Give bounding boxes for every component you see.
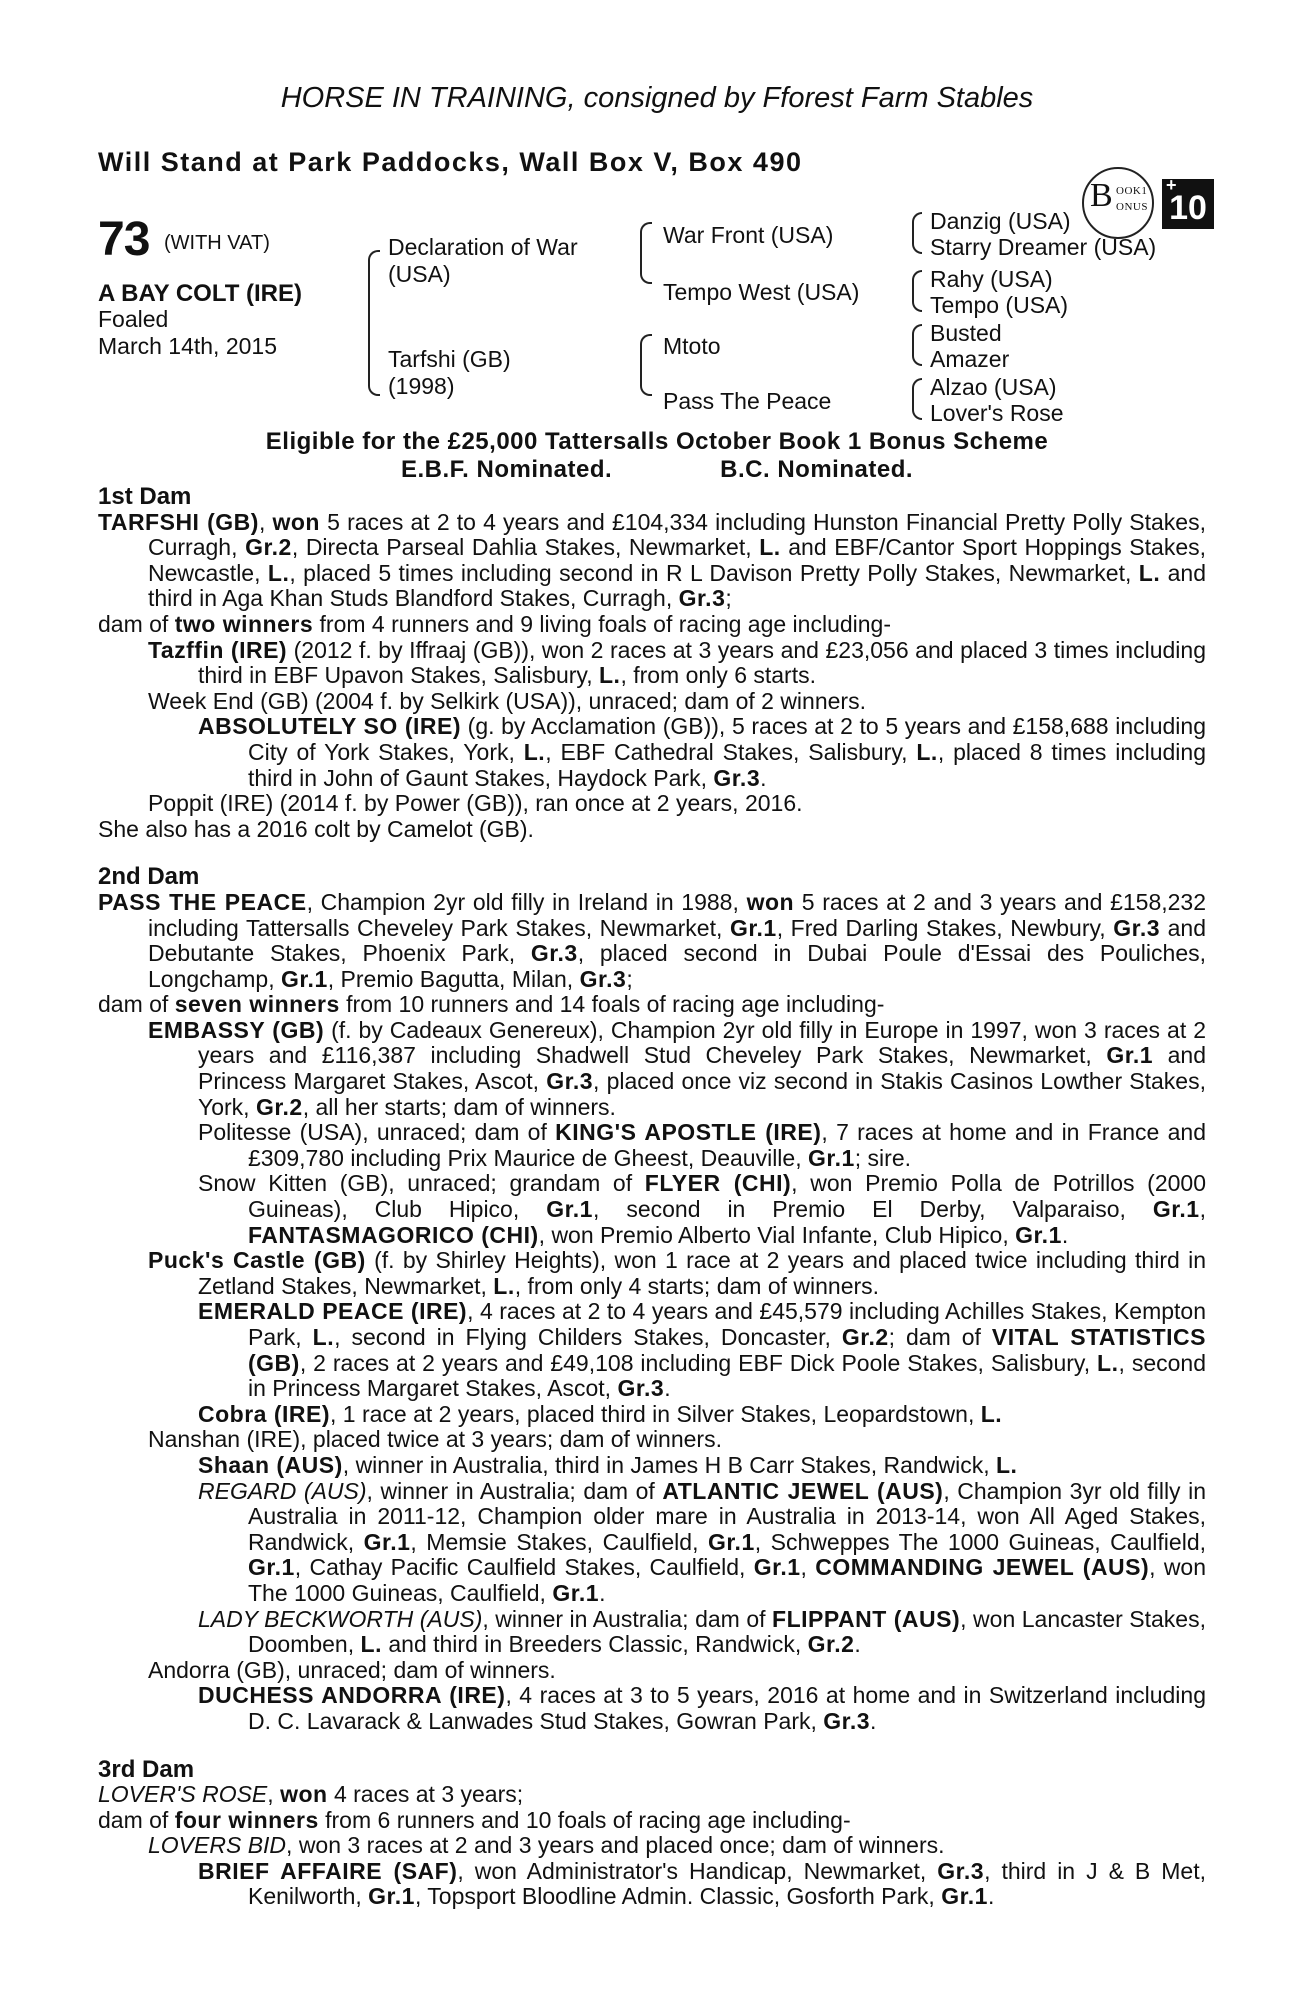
pedigree-g3-6: Amazer <box>930 346 1010 372</box>
emphasis-run: FLIPPANT (AUS) <box>772 1605 961 1632</box>
emphasis-run: ATLANTIC JEWEL (AUS) <box>662 1477 944 1504</box>
page-title: HORSE IN TRAINING, consigned by Fforest Farm Stables <box>280 82 1034 114</box>
bonus-logo-bottom: ONUS <box>1116 201 1148 213</box>
emphasis-run: COMMANDING JEWEL (AUS) <box>815 1554 1150 1581</box>
pedigree-paragraph <box>98 1859 1206 1910</box>
ebf-nominated: E.B.F. Nominated. <box>400 456 613 483</box>
emphasis-run: Gr.2 <box>255 1093 303 1120</box>
text-run: , 1 race at 2 years, placed third in Silver Stakes, Leopardstown, <box>330 1400 981 1427</box>
text-run: . <box>760 764 767 791</box>
emphasis-run: four winners <box>174 1806 319 1833</box>
pedigree-paragraph <box>98 638 1206 689</box>
book1-bonus-logo <box>1082 167 1230 227</box>
text-run: , from only 6 starts. <box>620 662 816 689</box>
text-run: and Debutante Stakes, Phoenix Park, <box>148 914 1206 967</box>
nominations <box>0 456 1314 484</box>
pedigree-sire-sire: War Front (USA) <box>663 222 834 248</box>
text-run: , Schweppes The 1000 Guineas, Caulfield, <box>754 1528 1206 1555</box>
pedigree-paragraph <box>98 1808 1206 1834</box>
text-run: , placed 8 times including third in John of Gaunt Stakes, Haydock Park, <box>248 738 1206 791</box>
text-run: (f. by Shirley Heights), won 1 race at 2 years and placed twice including third in Zetland Stakes, Newmarket, <box>198 1247 1206 1299</box>
text-run: , winner in Australia; dam of <box>482 1605 773 1632</box>
emphasis-run: Gr.3 <box>1113 914 1161 941</box>
pedigree-paragraph <box>98 1427 1206 1453</box>
pedigree-paragraph <box>98 791 1206 817</box>
emphasis-run: LOVER'S ROSE <box>98 1781 268 1808</box>
pedigree-dam-dam: Pass The Peace <box>663 388 832 414</box>
emphasis-run: Gr.1 <box>753 1554 801 1581</box>
text-run: ; <box>626 965 633 992</box>
catalogue-body <box>98 484 1206 1910</box>
pedigree-sire-line2: (USA) <box>388 261 451 287</box>
emphasis-run: Gr.1 <box>546 1196 593 1223</box>
text-run: , placed second in Dubai Poule d'Essai des Pouliches, Longchamp, <box>148 940 1207 992</box>
text-run: . <box>1061 1221 1069 1248</box>
text-run: ; <box>725 585 732 612</box>
emphasis-run: LADY BECKWORTH (AUS) <box>198 1605 483 1632</box>
emphasis-run: BRIEF AFFAIRE (SAF) <box>198 1857 458 1884</box>
text-run: , won Premio Polla de Potrillos (2000 Guineas), Club Hipico, <box>248 1170 1206 1223</box>
emphasis-run: Gr.1 <box>1106 1042 1154 1069</box>
section-heading: 2nd Dam <box>98 863 200 891</box>
text-run: , Cathay Pacific Caulfield Stakes, Caulfield, <box>294 1554 754 1581</box>
dam-parents-bracket <box>640 334 652 396</box>
emphasis-run: Gr.3 <box>579 965 627 992</box>
emphasis-run: Tazffin (IRE) <box>148 636 288 663</box>
text-run: . <box>987 1883 995 1910</box>
emphasis-run: Gr.1 <box>707 1528 755 1555</box>
text-run: , won 3 races at 2 and 3 years and placed once; dam of winners. <box>286 1832 945 1859</box>
pedigree-paragraph <box>98 1479 1206 1607</box>
emphasis-run: L. <box>523 738 546 765</box>
emphasis-run: L. <box>759 534 781 561</box>
emphasis-run: L. <box>493 1272 515 1299</box>
pedigree-g3-8: Lover's Rose <box>930 400 1064 426</box>
text-run: , second in Premio El Derby, Valparaiso, <box>592 1196 1153 1223</box>
pedigree-paragraph <box>98 689 1206 715</box>
emphasis-run: Gr.2 <box>841 1324 889 1350</box>
text-run: She also has a 2016 colt by Camelot (GB). <box>98 815 534 842</box>
text-run: 5 races at 2 and 3 years and £158,232 including Tattersalls Cheveley Park Stakes, Newmarket, <box>148 888 1207 941</box>
text-run: dam of <box>98 991 175 1018</box>
pedigree-paragraph <box>98 1833 1206 1859</box>
bonus-logo-top: OOK1 <box>1116 185 1148 197</box>
emphasis-run: Gr.1 <box>552 1579 600 1606</box>
text-run: , Champion 3yr old filly in Australia in 2011-12, Champion older mare in Australia in 2013-14, won All Aged Stakes, Randwick, <box>248 1477 1206 1555</box>
text-run: , <box>1199 1196 1206 1223</box>
stand-location: Will Stand at Park Paddocks, Wall Box V, Box 490 <box>98 147 803 177</box>
emphasis-run: Gr.1 <box>280 965 328 992</box>
bonus-ten-text: 10 <box>1169 189 1207 227</box>
text-run: . <box>854 1631 861 1658</box>
text-run: , <box>267 1781 281 1808</box>
text-run: , winner in Australia; dam of <box>366 1477 663 1504</box>
text-run: and third in Aga Khan Studs Blandford Stakes, Curragh, <box>148 559 1207 612</box>
text-run: , won Premio Alberto Vial Infante, Club Hipico, <box>538 1221 1016 1248</box>
emphasis-run: Puck's Castle (GB) <box>148 1247 366 1274</box>
emphasis-run: Gr.1 <box>729 914 777 941</box>
pedigree-g3-2: Starry Dreamer (USA) <box>930 234 1157 260</box>
emphasis-run: L. <box>312 1324 335 1350</box>
text-run: (2012 f. by Iffraaj (GB)), won 2 races at 3 years and £23,056 and placed 3 times including third in EBF Upavon Stakes, Salisbury, <box>198 636 1206 689</box>
text-run: , Premio Bagutta, Milan, <box>327 965 580 992</box>
text-run: Week End (GB) (2004 f. by Selkirk (USA)), unraced; dam of 2 winners. <box>148 687 866 714</box>
emphasis-run: L. <box>1097 1349 1119 1376</box>
emphasis-run: KING'S APOSTLE (IRE) <box>555 1119 822 1146</box>
emphasis-run: Gr.1 <box>941 1883 988 1910</box>
pedigree-paragraph <box>98 1171 1206 1248</box>
pedigree-sire-line1: Declaration of War <box>388 234 578 260</box>
pedigree-paragraph <box>98 714 1206 791</box>
emphasis-run: EMBASSY (GB) <box>148 1016 325 1043</box>
text-run: , Fred Darling Stakes, Newbury, <box>776 914 1114 941</box>
text-run: from 6 runners and 10 foals of racing age including- <box>318 1806 851 1833</box>
text-run: , won The 1000 Guineas, Caulfield, <box>248 1554 1207 1606</box>
pedigree-g3-3: Rahy (USA) <box>930 266 1053 292</box>
text-run: , from only 4 starts; dam of winners. <box>514 1272 880 1299</box>
text-run: dam of <box>98 610 175 637</box>
emphasis-run: VITAL STATISTICS (GB) <box>248 1324 1206 1376</box>
emphasis-run: LOVERS BID <box>148 1832 287 1859</box>
text-run: , <box>258 508 273 535</box>
text-run: , 2 races at 2 years and £49,108 including EBF Dick Poole Stakes, Salisbury, <box>299 1349 1098 1376</box>
emphasis-run: seven winners <box>174 991 340 1018</box>
text-run: , winner in Australia, third in James H B Carr Stakes, Randwick, <box>342 1451 996 1478</box>
section-gap <box>98 1735 1206 1757</box>
text-run: from 4 runners and 9 living foals of racing age including- <box>313 610 891 637</box>
text-run: , EBF Cathedral Stakes, Salisbury, <box>545 738 917 765</box>
emphasis-run: EMERALD PEACE (IRE) <box>198 1298 468 1325</box>
text-run: Andorra (GB), unraced; dam of winners. <box>148 1656 556 1683</box>
text-run: . <box>664 1375 671 1402</box>
pedigree-paragraph <box>98 890 1206 992</box>
emphasis-run: Gr.1 <box>1015 1221 1062 1248</box>
text-run: ; sire. <box>854 1144 911 1171</box>
emphasis-run: L. <box>995 1451 1018 1478</box>
text-run: , <box>800 1554 816 1581</box>
text-run: and third in Breeders Classic, Randwick, <box>381 1631 808 1658</box>
emphasis-run: REGARD (AUS) <box>198 1477 367 1504</box>
pedigree-paragraph <box>98 1402 1206 1428</box>
text-run: Snow Kitten (GB), unraced; grandam of <box>198 1170 645 1197</box>
bonus-circle-icon <box>1082 167 1154 239</box>
emphasis-run: L. <box>916 738 938 765</box>
text-run: (f. by Cadeaux Genereux), Champion 2yr old filly in Europe in 1997, won 3 races at 2 years and £116,387 including Shadwell Stud Cheveley Park Stakes, Newmarket, <box>198 1016 1206 1069</box>
pedigree-paragraph <box>98 1658 1206 1684</box>
emphasis-run: Gr.1 <box>808 1144 855 1171</box>
pedigree-paragraph <box>98 510 1206 612</box>
emphasis-run: L. <box>360 1631 382 1658</box>
text-run: dam of <box>98 1806 175 1833</box>
lot-vat: (WITH VAT) <box>164 232 270 254</box>
emphasis-run: Gr.2 <box>807 1631 855 1658</box>
section-heading: 1st Dam <box>98 483 192 510</box>
text-run: , Champion 2yr old filly in Ireland in 1988, <box>306 888 747 915</box>
text-run: , 4 races at 2 to 4 years and £45,579 including Achilles Stakes, Kempton Park, <box>248 1298 1207 1350</box>
text-run: , won Administrator's Handicap, Newmarket, <box>457 1857 938 1884</box>
emphasis-run: Gr.3 <box>546 1068 594 1095</box>
text-run: , 4 races at 3 to 5 years, 2016 at home and in Switzerland including D. C. Lavarack & Lanwades Stud Stakes, Gowran Park, <box>248 1682 1207 1734</box>
text-run: , all her starts; dam of winners. <box>302 1093 616 1120</box>
foaled-label: Foaled <box>98 306 169 332</box>
lot-description: A BAY COLT (IRE) <box>98 280 303 307</box>
text-run: 4 races at 3 years; <box>327 1781 524 1808</box>
g3-bracket-1 <box>912 212 922 254</box>
text-run: . <box>870 1707 877 1734</box>
emphasis-run: PASS THE PEACE <box>98 888 307 915</box>
text-run: , Topsport Bloodline Admin. Classic, Gosforth Park, <box>414 1883 942 1910</box>
sire-dam-bracket <box>368 250 380 396</box>
text-run: ; dam of <box>888 1324 992 1350</box>
bonus-eligibility: Eligible for the £25,000 Tattersalls October Book 1 Bonus Scheme <box>265 428 1049 455</box>
sire-parents-bracket <box>640 222 652 284</box>
g3-bracket-3 <box>912 324 922 366</box>
pedigree-paragraph <box>98 1782 1206 1808</box>
pedigree-dam-sire: Mtoto <box>663 333 721 359</box>
section-heading: 3rd Dam <box>98 1755 195 1783</box>
pedigree-paragraph <box>98 1120 1206 1171</box>
emphasis-run: won <box>280 1781 328 1808</box>
pedigree-paragraph <box>98 1683 1206 1734</box>
text-run: , won Lancaster Stakes, Doomben, <box>248 1605 1206 1658</box>
text-run: , second in Flying Childers Stakes, Doncaster, <box>334 1324 842 1350</box>
bc-nominated: B.C. Nominated. <box>720 456 914 483</box>
text-run: , placed once viz second in Stakis Casinos Lowther Stakes, York, <box>198 1068 1206 1120</box>
emphasis-run: Gr.1 <box>248 1554 295 1581</box>
text-run: (g. by Acclamation (GB)), 5 races at 2 to 5 years and £158,688 including City of York Stakes, York, <box>248 713 1206 765</box>
emphasis-run: Shaan (AUS) <box>198 1451 343 1478</box>
g3-bracket-2 <box>912 270 922 312</box>
emphasis-run: ABSOLUTELY SO (IRE) <box>198 713 462 740</box>
emphasis-run: Gr.1 <box>368 1883 415 1910</box>
pedigree-sire-dam: Tempo West (USA) <box>663 279 860 305</box>
pedigree-g3-1: Danzig (USA) <box>930 208 1071 234</box>
text-run: and Princess Margaret Stakes, Ascot, <box>198 1042 1206 1095</box>
text-run: , Directa Parseal Dahlia Stakes, Newmarket, <box>291 534 760 561</box>
g3-bracket-4 <box>912 378 922 420</box>
emphasis-run: TARFSHI (GB) <box>98 508 259 535</box>
pedigree-paragraph <box>98 1299 1206 1401</box>
emphasis-run: L. <box>980 1400 1003 1427</box>
pedigree-paragraph <box>98 1018 1206 1120</box>
emphasis-run: DUCHESS ANDORRA (IRE) <box>198 1682 506 1709</box>
pedigree-paragraph <box>98 1607 1206 1658</box>
emphasis-run: Gr.1 <box>1152 1196 1200 1223</box>
pedigree-dam-line1: Tarfshi (GB) <box>388 346 511 372</box>
emphasis-run: Gr.3 <box>937 1857 985 1884</box>
pedigree-g3-5: Busted <box>930 320 1002 346</box>
emphasis-run: won <box>272 508 320 535</box>
pedigree-dam-line2: (1998) <box>388 373 455 399</box>
pedigree-g3-7: Alzao (USA) <box>930 374 1057 400</box>
text-run: Poppit (IRE) (2014 f. by Power (GB)), ran once at 2 years, 2016. <box>148 790 803 817</box>
emphasis-run: FLYER (CHI) <box>644 1170 792 1197</box>
emphasis-run: L. <box>1138 559 1161 586</box>
emphasis-run: won <box>746 888 795 915</box>
bonus-plus-sign: + <box>1166 175 1177 195</box>
foaled-date: March 14th, 2015 <box>98 333 278 359</box>
pedigree-paragraph <box>98 612 1206 638</box>
emphasis-run: Cobra (IRE) <box>198 1400 330 1427</box>
emphasis-run: Gr.3 <box>823 1707 871 1734</box>
emphasis-run: L. <box>267 559 290 586</box>
section-gap <box>98 842 1206 864</box>
pedigree-paragraph <box>98 992 1206 1018</box>
pedigree-paragraph <box>98 817 1206 843</box>
emphasis-run: Gr.1 <box>363 1528 411 1555</box>
lot-number: 73 <box>98 213 150 266</box>
text-run: , placed 5 times including second in R L Davison Pretty Polly Stakes, Newmarket, <box>289 559 1139 586</box>
text-run: , third in J & B Met, Kenilworth, <box>248 1857 1206 1910</box>
text-run: Nanshan (IRE), placed twice at 3 years; dam of winners. <box>148 1426 722 1453</box>
text-run: and EBF/Cantor Sport Hoppings Stakes, Newcastle, <box>148 534 1207 586</box>
text-run: from 10 runners and 14 foals of racing age including- <box>339 991 885 1018</box>
emphasis-run: Gr.3 <box>617 1375 665 1402</box>
emphasis-run: Gr.3 <box>678 585 726 612</box>
bonus-logo-b: B <box>1090 177 1113 214</box>
text-run: , 7 races at home and in France and £309,780 including Prix Maurice de Gheest, Deauville, <box>248 1119 1206 1171</box>
emphasis-run: FANTASMAGORICO (CHI) <box>248 1221 539 1248</box>
emphasis-run: L. <box>598 662 621 689</box>
text-run: . <box>599 1579 606 1606</box>
pedigree-paragraph <box>98 1453 1206 1479</box>
pedigree-paragraph <box>98 1248 1206 1299</box>
text-run: , second in Princess Margaret Stakes, Ascot, <box>248 1349 1206 1402</box>
text-run: 5 races at 2 to 4 years and £104,334 including Hunston Financial Pretty Polly Stakes, Curragh, <box>148 508 1206 561</box>
text-run: , Memsie Stakes, Caulfield, <box>410 1528 708 1555</box>
pedigree-g3-4: Tempo (USA) <box>930 292 1069 318</box>
emphasis-run: Gr.3 <box>713 764 761 791</box>
emphasis-run: two winners <box>174 610 314 637</box>
emphasis-run: Gr.3 <box>530 940 578 967</box>
emphasis-run: Gr.2 <box>245 534 292 561</box>
text-run: Politesse (USA), unraced; dam of <box>198 1119 556 1146</box>
